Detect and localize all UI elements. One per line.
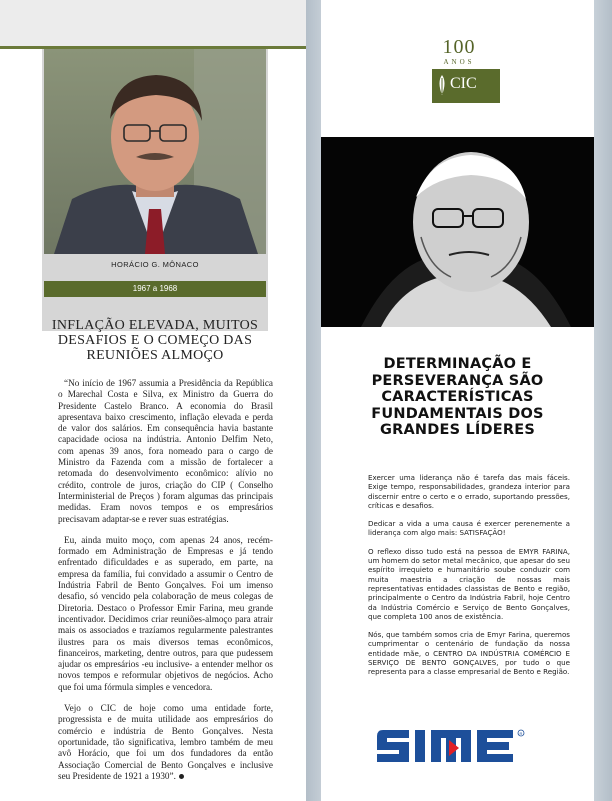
article-paragraph-3-text: Vejo o CIC de hoje como uma entidade forte, progressista e de muita utilidade aos empresários do comércio e indústria de Bento Gonçalves. Nesta oportunidade, tão significativa, lembro também de meu avô Horácio, que foi um dos fundadores da então Associação Comercial de Bento Gonçalves e inclusive seu Presidente de 1921 a 1930”.	[58, 703, 273, 781]
portrait-photo-farina	[321, 137, 594, 327]
article-body	[58, 378, 273, 792]
grunge-border-right	[594, 0, 612, 801]
cic-leaf-icon	[436, 74, 448, 96]
ad-body	[368, 473, 570, 686]
article-paragraph-2: Eu, ainda muito moço, com apenas 24 anos, recém-formado em Administração de Empresas e já tendo enfrentado dificuldades e as superado, em parte, na empresa da família, fui convidado a assumir o Centro de Indústria Fabril de Bento Gonçalves. Foi um imenso desafio, só vencido pela colaboração de meus colegas de Diretoria. Destaco o Professor Emir Farina, meu grande incentivador. Decidimos criar reuniões-almoço para atrair mais os associados e trazíamos regularmente palestrantes ilustres para os mais diversos temas econômicos, financeiros, marketing, dentre outros, para que pudessem ajudar os empresários -eu inclusive- a entender melhor os novos tempos e reformular objetivos de negócios. Acho que foi uma fórmula simples e vencedora.	[58, 534, 273, 692]
header-band	[0, 0, 306, 46]
cic-logo-text: CIC	[450, 75, 477, 92]
logo-anos-text: ANOS	[443, 58, 475, 66]
ad-heading: DETERMINAÇÃO E PERSEVERANÇA SÃO CARACTERÍSTICAS FUNDAMENTAIS DOS GRANDES LÍDERES	[371, 356, 544, 439]
ad-paragraph-2: Dedicar a vida a uma causa é exercer perenemente a liderança com algo mais: SATISFAÇÃO!	[368, 519, 570, 538]
end-bullet-icon	[179, 774, 184, 779]
sime-logo	[375, 728, 553, 764]
article-paragraph-1: “No início de 1967 assumia a Presidência da República o Marechal Costa e Silva, ex Ministro da Guerra do Presidente Castelo Branco. A economia do Brasil apresentava baixo crescimento, inflação elevada e perda de valor dos salários. Em consequência havia bastante capacidade ociosa na indústria. Antonio Delfim Neto, com apenas 39 anos, fora nomeado para o cargo de Ministro da Fazenda com a missão de fortalecer a retomada do desenvolvimento econômico: alívio no crédito, controle de juros, criação do CIP ( Conselho Interministerial de Preços ) foram algumas das principais medidas. Eram novos tempos e os empresários precisavam adaptar-se e rever suas estratégias.	[58, 378, 273, 524]
ad-paragraph-3: O reflexo disso tudo está na pessoa de EMYR FARINA, um homem do setor metal mecânico, que apesar do seu espírito irrequieto e humanitário soube conduzir com muita maestria a criação de nossas mais representativas entidades classistas de Bento e região, principalmente o Centro da Indústria Fabril, hoje Centro da Indústria Comércio e Serviço de Bento Gonçalves, que completa 100 anos de existência.	[368, 546, 570, 621]
article-headline: INFLAÇÃO ELEVADA, MUITOS DESAFIOS E O COMEÇO DAS REUNIÕES ALMOÇO	[51, 318, 259, 363]
term-years: 1967 a 1968	[132, 284, 178, 293]
photo-caption-name: HORÁCIO G. MÔNACO	[111, 260, 199, 269]
article-paragraph-3	[58, 703, 273, 782]
ad-paragraph-1: Exercer uma liderança não é tarefa das mais fáceis. Exige tempo, responsabilidades, grandeza interior para discernir entre o certo e o errado, suportando pressões, críticas e desafios.	[368, 473, 570, 510]
logo-100-number: 100	[442, 36, 476, 58]
portrait-photo-monaco	[44, 49, 266, 254]
svg-text:R: R	[519, 730, 523, 736]
ad-paragraph-4: Nós, que também somos cria de Emyr Farina, queremos cumprimentar o centenário de fundação da nossa entidade mãe, o CENTRO DA INDÚSTRIA COMÉRCIO E SERVIÇO DE BENTO GONÇALVES, por tudo o que representa para a classe empresarial de Bento e Região.	[368, 630, 570, 677]
